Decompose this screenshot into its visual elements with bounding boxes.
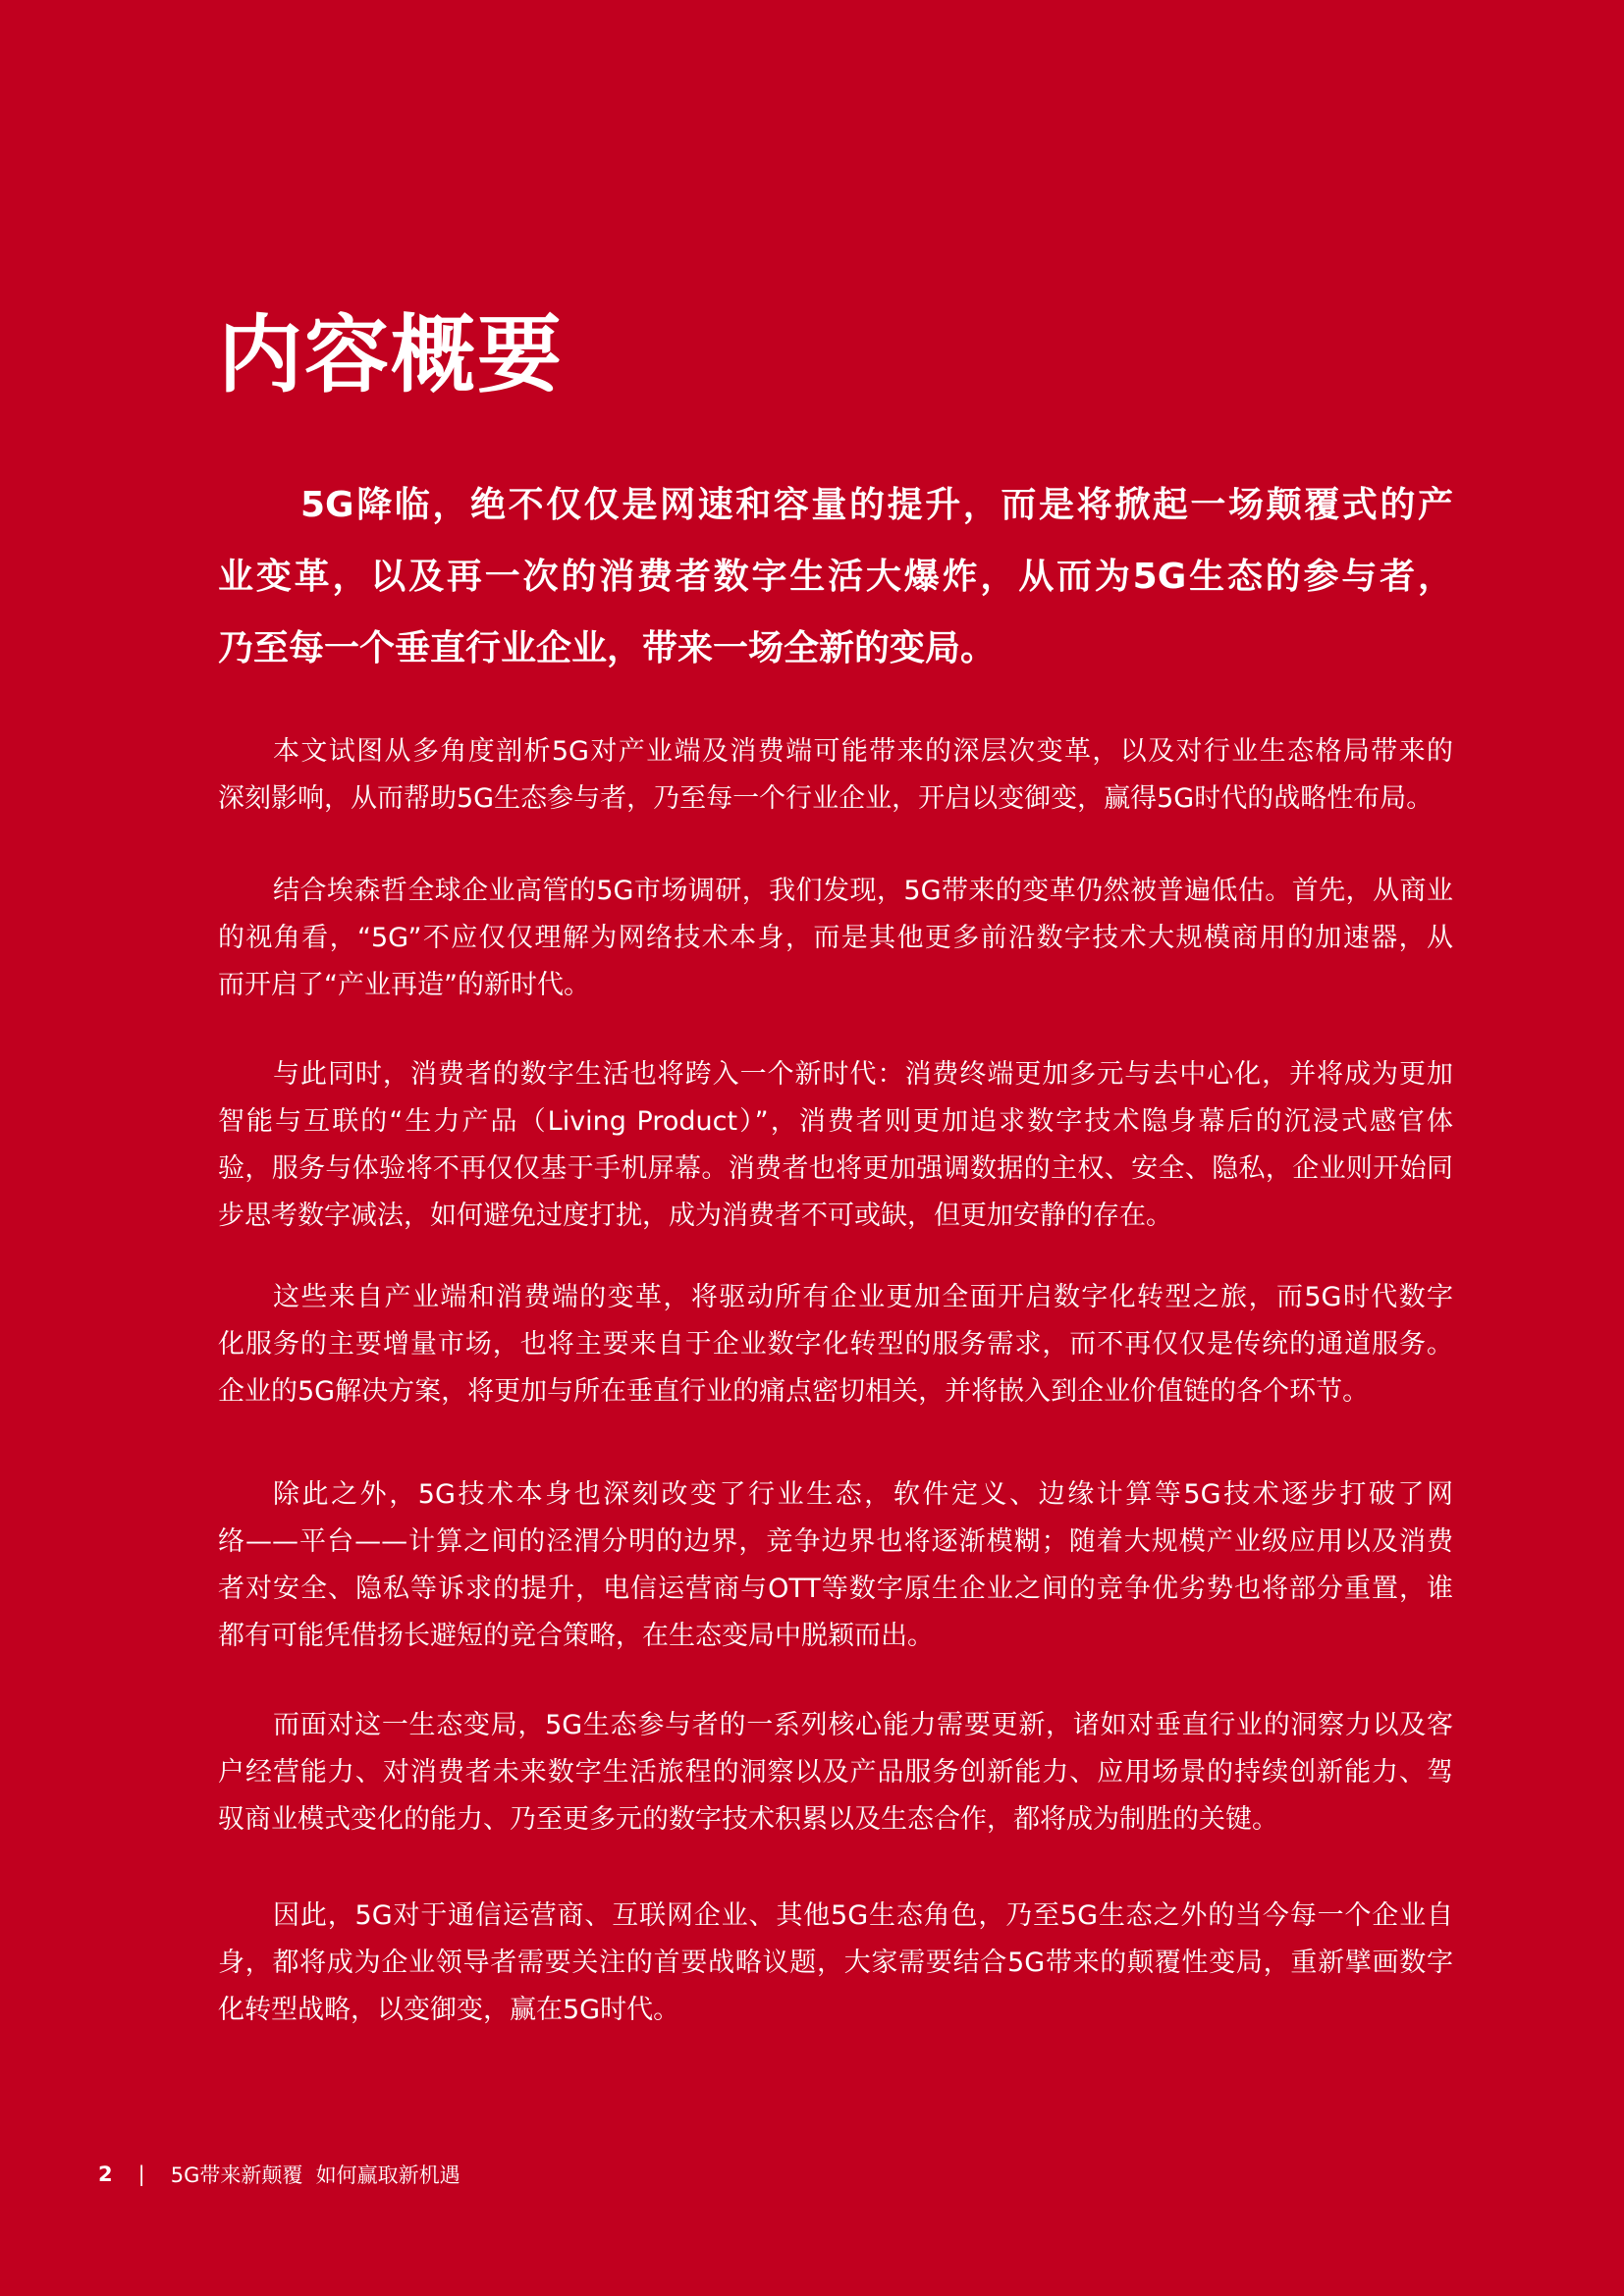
lead-paragraph — [218, 469, 1453, 684]
page-title: 内容概要 — [218, 306, 564, 404]
paragraph-line: 企业的5G解决方案，将更加与所在垂直行业的痛点密切相关，并将嵌入到企业价值链的各个环节。 — [218, 1376, 1370, 1407]
paragraph-line: 的视角看，“5G”不应仅仅理解为网络技术本身，而是其他更多前沿数字技术大规模商用的加速器，从 — [218, 923, 1453, 953]
body-paragraph — [218, 1051, 1453, 1240]
paragraph-line: 深刻影响，从而帮助5G生态参与者，乃至每一个行业企业，开启以变御变，赢得5G时代的战略性布局。 — [218, 783, 1434, 814]
body-paragraph — [218, 868, 1453, 1009]
paragraph-line: 步思考数字减法，如何避免过度打扰，成为消费者不可或缺，但更加安静的存在。 — [218, 1201, 1172, 1231]
body-paragraph — [218, 1893, 1453, 2034]
page-footer — [98, 2160, 460, 2189]
lead-line: 5G降临，绝不仅仅是网速和容量的提升，而是将掀起一场颠覆式的产 — [300, 485, 1453, 525]
body-paragraph — [218, 1274, 1453, 1415]
paragraph-line: 络——平台——计算之间的泾渭分明的边界，竞争边界也将逐渐模糊；随着大规模产业级应用以及消费 — [218, 1526, 1453, 1557]
paragraph-line: 而开启了“产业再造”的新时代。 — [218, 970, 590, 1000]
paragraph-line: 身，都将成为企业领导者需要关注的首要战略议题，大家需要结合5G带来的颠覆性变局，重新擘画数字 — [218, 1948, 1453, 1978]
paragraph-line: 这些来自产业端和消费端的变革，将驱动所有企业更加全面开启数字化转型之旅，而5G时代数字 — [273, 1282, 1453, 1312]
footer-separator: | — [137, 2163, 145, 2186]
paragraph-line: 与此同时，消费者的数字生活也将跨入一个新时代：消费终端更加多元与去中心化，并将成为更加 — [273, 1059, 1453, 1090]
paragraph-line: 智能与互联的“生力产品（Living Product）”，消费者则更加追求数字技术隐身幕后的沉浸式感官体 — [218, 1106, 1453, 1137]
paragraph-line: 化服务的主要增量市场，也将主要来自于企业数字化转型的服务需求，而不再仅仅是传统的通道服务。 — [218, 1329, 1453, 1360]
paragraph-line: 都有可能凭借扬长避短的竞合策略，在生态变局中脱颖而出。 — [218, 1621, 934, 1651]
paragraph-line: 者对安全、隐私等诉求的提升，电信运营商与OTT等数字原生企业之间的竞争优劣势也将部分重置，谁 — [218, 1574, 1453, 1604]
paragraph-line: 因此，5G对于通信运营商、互联网企业、其他5G生态角色，乃至5G生态之外的当今每一个企业自 — [273, 1900, 1453, 1931]
lead-line: 业变革，以及再一次的消费者数字生活大爆炸，从而为5G生态的参与者， — [218, 557, 1453, 597]
paragraph-line: 化转型战略，以变御变，赢在5G时代。 — [218, 1995, 680, 2025]
paragraph-line: 除此之外，5G技术本身也深刻改变了行业生态，软件定义、边缘计算等5G技术逐步打破了网 — [273, 1479, 1453, 1510]
page-number: 2 — [98, 2163, 113, 2186]
paragraph-line: 驭商业模式变化的能力、乃至更多元的数字技术积累以及生态合作，都将成为制胜的关键。 — [218, 1804, 1278, 1835]
body-paragraph — [218, 1471, 1453, 1660]
paragraph-line: 结合埃森哲全球企业高管的5G市场调研，我们发现，5G带来的变革仍然被普遍低估。首先，从商业 — [273, 876, 1453, 906]
paragraph-line: 验，服务与体验将不再仅仅基于手机屏幕。消费者也将更加强调数据的主权、安全、隐私，企业则开始同 — [218, 1153, 1453, 1184]
lead-line: 乃至每一个垂直行业企业，带来一场全新的变局。 — [218, 628, 997, 668]
document-title: 5G带来新颠覆 如何赢取新机遇 — [170, 2163, 460, 2187]
body-paragraph — [218, 728, 1453, 823]
body-paragraph — [218, 1702, 1453, 1843]
paragraph-line: 本文试图从多角度剖析5G对产业端及消费端可能带来的深层次变革，以及对行业生态格局带来的 — [273, 736, 1453, 767]
paragraph-line: 户经营能力、对消费者未来数字生活旅程的洞察以及产品服务创新能力、应用场景的持续创新能力、驾 — [218, 1757, 1453, 1788]
paragraph-line: 而面对这一生态变局，5G生态参与者的一系列核心能力需要更新，诸如对垂直行业的洞察力以及客 — [273, 1710, 1453, 1740]
